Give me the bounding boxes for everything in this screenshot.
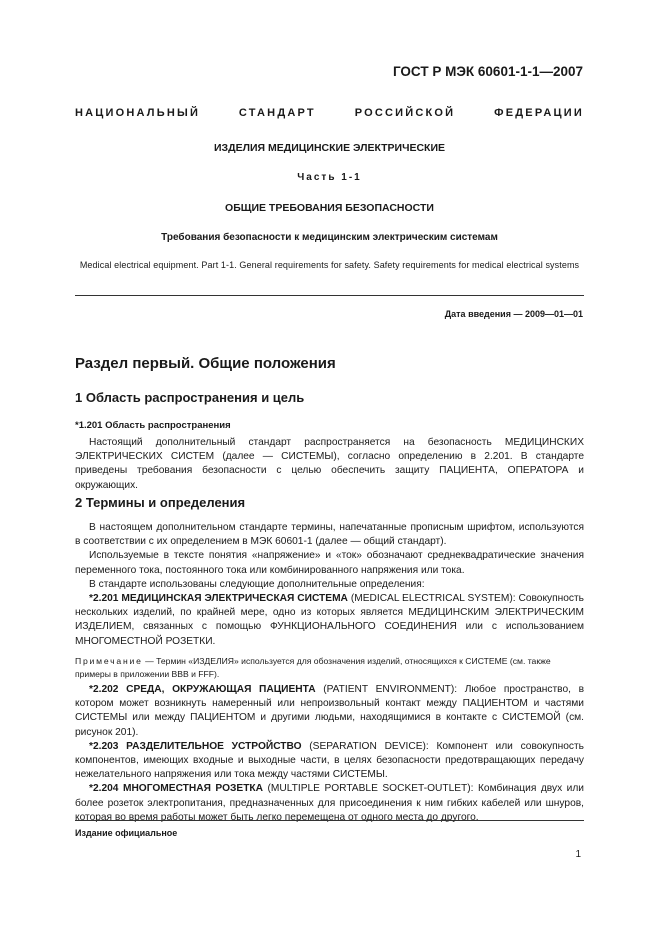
definition-2-202-text: (PATIENT ENVIRONMENT): Любое пространство, в котором может возникнуть намеренный или непроизвольный контакт между ПАЦИЕНТОМ и частями СИСТЕМЫ или между ПАЦИЕНТОМ и другими людьми, находящимися в контакте с СИСТЕМОЙ (см. рисунок 201). <box>75 684 584 738</box>
definition-2-201-text: (MEDICAL ELECTRICAL SYSTEM): Совокупность нескольких изделий, по крайней мере, одно из которых является МЕДИЦИНСКИМ ЭЛЕКТРИЧЕСКИМ ИЗДЕЛИЕМ, связанных с помощью ФУНКЦИОНАЛЬНОГО СОЕДИНЕНИЯ или с использованием МНОГОМЕСТНОЙ РОЗЕТКИ. <box>75 593 584 647</box>
document-code: ГОСТ Р МЭК 60601-1-1—2007 <box>392 64 583 79</box>
introduction-date: Дата введения — 2009—01—01 <box>444 309 583 319</box>
definition-2-201 <box>75 592 584 649</box>
title-line-1: ИЗДЕЛИЯ МЕДИЦИНСКИЕ ЭЛЕКТРИЧЕСКИЕ <box>213 142 446 154</box>
definitions-continued <box>75 683 584 825</box>
title-subtitle: Требования безопасности к медицинским электрическим системам <box>161 232 498 243</box>
subclause-1-201-heading: *1.201 Область распространения <box>75 420 231 431</box>
definition-2-203 <box>75 740 584 783</box>
bottom-divider <box>75 820 584 821</box>
official-edition-label: Издание официальное <box>75 828 178 838</box>
definition-2-203-term: *2.203 РАЗДЕЛИТЕЛЬНОЕ УСТРОЙСТВО <box>89 740 302 752</box>
scope-paragraph: Настоящий дополнительный стандарт распространяется на безопасность МЕДИЦИНСКИХ ЭЛЕКТРИЧЕСКИХ СИСТЕМ (далее — СИСТЕМЫ), согласно определению в 2.201. В стандарте приведены требования безопасности с целью обеспечить защиту ПАЦИЕНТА, ОПЕРАТОРА и окружающих. <box>75 437 584 491</box>
terms-paragraph-3: В стандарте использованы следующие дополнительные определения: <box>89 578 425 590</box>
note-text: — Термин «ИЗДЕЛИЯ» используется для обозначения изделий, относящихся к СИСТЕМЕ (см. также примеры в приложении ВВВ и FFF). <box>75 656 551 679</box>
title-part: Часть 1-1 <box>297 172 362 183</box>
top-divider <box>75 295 584 296</box>
section-heading: Раздел первый. Общие положения <box>75 355 336 372</box>
definition-2-204-text: (MULTIPLE PORTABLE SOCKET-OUTLET): Комбинация двух или более розеток электропитания, предназначенных для присоединения к ним гибких кабелей или шнуров, которая во время работы может быть легко перемещена от одного места до другого. <box>75 783 584 823</box>
national-standard-banner: НАЦИОНАЛЬНЫЙ СТАНДАРТ РОССИЙСКОЙ ФЕДЕРАЦИИ <box>75 107 584 119</box>
clause-2-heading: 2 Термины и определения <box>75 495 246 510</box>
english-title: Medical electrical equipment. Part 1-1. General requirements for safety. Safety requirements for medical electrical systems <box>79 260 580 270</box>
clause-1-heading: 1 Область распространения и цель <box>75 390 305 405</box>
title-line-3: ОБЩИЕ ТРЕБОВАНИЯ БЕЗОПАСНОСТИ <box>225 202 434 214</box>
definition-2-203-text: (SEPARATION DEVICE): Компонент или совокупность компонентов, имеющих входные и выходные части, в целях безопасности предотвращающих передачу нежелательного напряжения или тока между частями СИСТЕМЫ. <box>75 740 584 781</box>
definition-2-204 <box>75 782 584 825</box>
definition-2-202-term: *2.202 СРЕДА, ОКРУЖАЮЩАЯ ПАЦИЕНТА <box>89 684 316 695</box>
definition-2-201-term: *2.201 МЕДИЦИНСКАЯ ЭЛЕКТРИЧЕСКАЯ СИСТЕМА <box>89 593 348 605</box>
page-number: 1 <box>575 849 581 860</box>
clause-1-text <box>75 436 584 493</box>
terms-paragraph-1: В настоящем дополнительном стандарте термины, напечатанные прописным шрифтом, используются в соответствии с их определением в МЭК 60601-1 (далее — общий стандарт). <box>75 522 584 548</box>
definition-2-204-term: *2.204 МНОГОМЕСТНАЯ РОЗЕТКА <box>89 783 263 795</box>
terms-paragraph-2: Используемые в тексте понятия «напряжение» и «ток» обозначают среднеквадратические значения переменного тока, постоянного тока или комбинированного напряжения или тока. <box>75 550 584 576</box>
clause-2-text <box>75 521 584 649</box>
definition-2-202 <box>75 683 584 740</box>
note <box>75 655 584 680</box>
note-label: Примечание <box>75 656 143 666</box>
